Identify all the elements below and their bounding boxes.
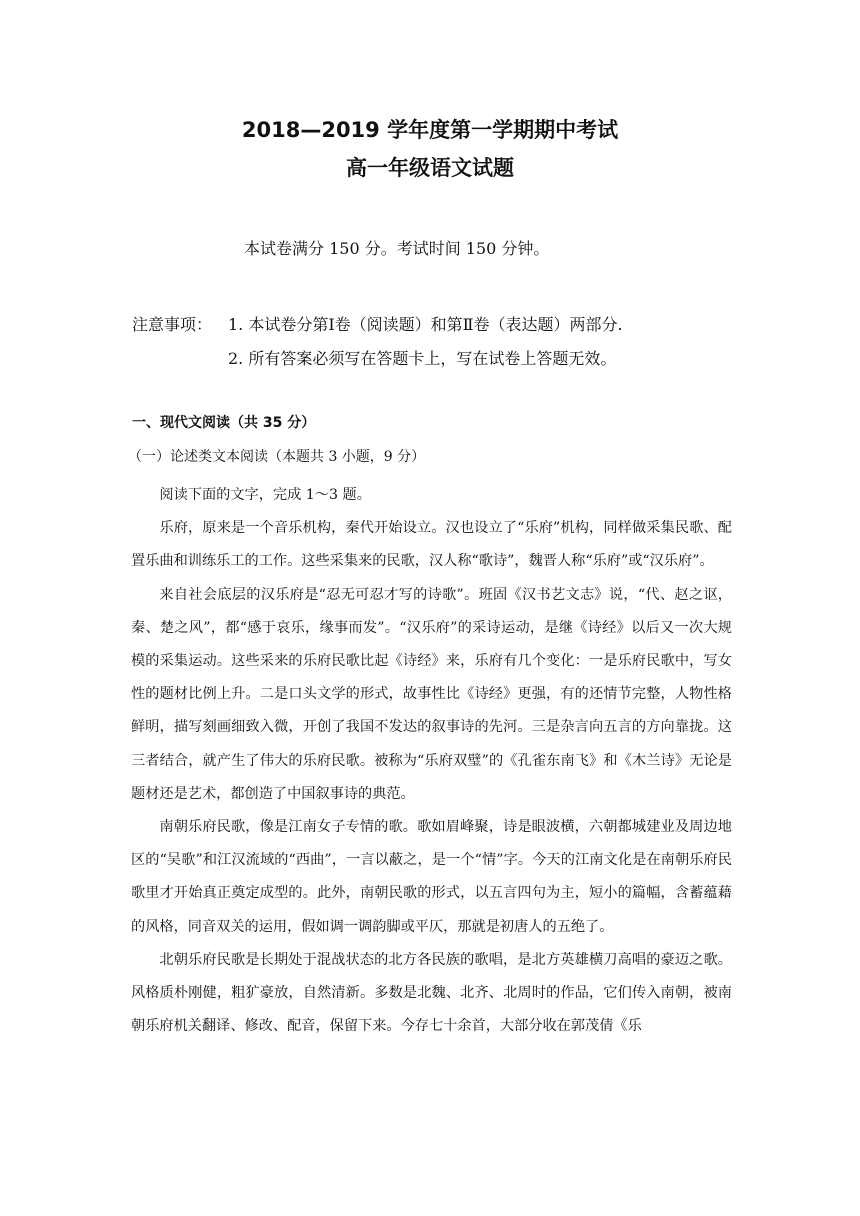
exam-title: 2018—2019 学年度第一学期期中考试: [241, 118, 619, 142]
reading-passage: [131, 479, 732, 1043]
notice-item-1: 1. 本试卷分第Ⅰ卷（阅读题）和第Ⅱ卷（表达题）两部分.: [228, 315, 623, 334]
section-heading: 一、现代文阅读（共 35 分）: [132, 415, 316, 431]
passage-paragraph-4: 北朝乐府民歌是长期处于混战状态的北方各民族的歌唱，是北方英雄横刀高唱的豪迈之歌。风格质朴刚健，粗犷豪放，自然清新。多数是北魏、北齐、北周时的作品，它们传入南朝，被南朝乐府机关翻译、修改、配音，保留下来。今存七十余首，大部分收在郭茂倩《乐: [131, 951, 732, 1035]
section-subheading: （一）论述类文本阅读（本题共 3 小题，9 分）: [128, 449, 426, 465]
notice-label: 注意事项：: [132, 315, 213, 334]
exam-info: 本试卷满分 150 分。考试时间 150 分钟。: [244, 239, 550, 258]
passage-paragraph-1: 乐府，原来是一个音乐机构，秦代开始设立。汉也设立了“乐府”机构，同样做采集民歌、配置乐曲和训练乐工的工作。这些采集来的民歌，汉人称“歌诗”，魏晋人称“乐府”或“汉乐府”。: [131, 520, 732, 570]
notice-item-2: 2. 所有答案必须写在答题卡上，写在试卷上答题无效。: [228, 349, 617, 368]
exam-subtitle: 高一年级语文试题: [346, 156, 514, 180]
passage-paragraph-2: 来自社会底层的汉乐府是“忍无可忍才写的诗歌”。班固《汉书艺文志》说，“代、赵之讴，秦、楚之风”，都“感于哀乐，缘事而发”。“汉乐府”的采诗运动，是继《诗经》以后又一次大规模的采集运动。这些采来的乐府民歌比起《诗经》来，乐府有几个变化：一是乐府民歌中，写女性的题材比例上升。二是口头文学的形式，故事性比《诗经》更强，有的还情节完整，人物性格鲜明，描写刻画细致入微，开创了我国不发达的叙事诗的先河。三是杂言向五言的方向靠拢。这三者结合，就产生了伟大的乐府民歌。被称为“乐府双璧”的《孔雀东南飞》和《木兰诗》无论是题材还是艺术，都创造了中国叙事诗的典范。: [131, 586, 732, 802]
instruction-text: 阅读下面的文字，完成 1～3 题。: [159, 487, 371, 503]
passage-paragraph-3: 南朝乐府民歌，像是江南女子专情的歌。歌如眉峰聚，诗是眼波横，六朝都城建业及周边地区的“吴歌”和江汉流域的“西曲”，一言以蔽之，是一个“情”字。今天的江南文化是在南朝乐府民歌里才开始真正奠定成型的。此外，南朝民歌的形式，以五言四句为主，短小的篇幅，含蓄蕴藉的风格，同音双关的运用，假如调一调韵脚或平仄，那就是初唐人的五绝了。: [131, 819, 732, 935]
